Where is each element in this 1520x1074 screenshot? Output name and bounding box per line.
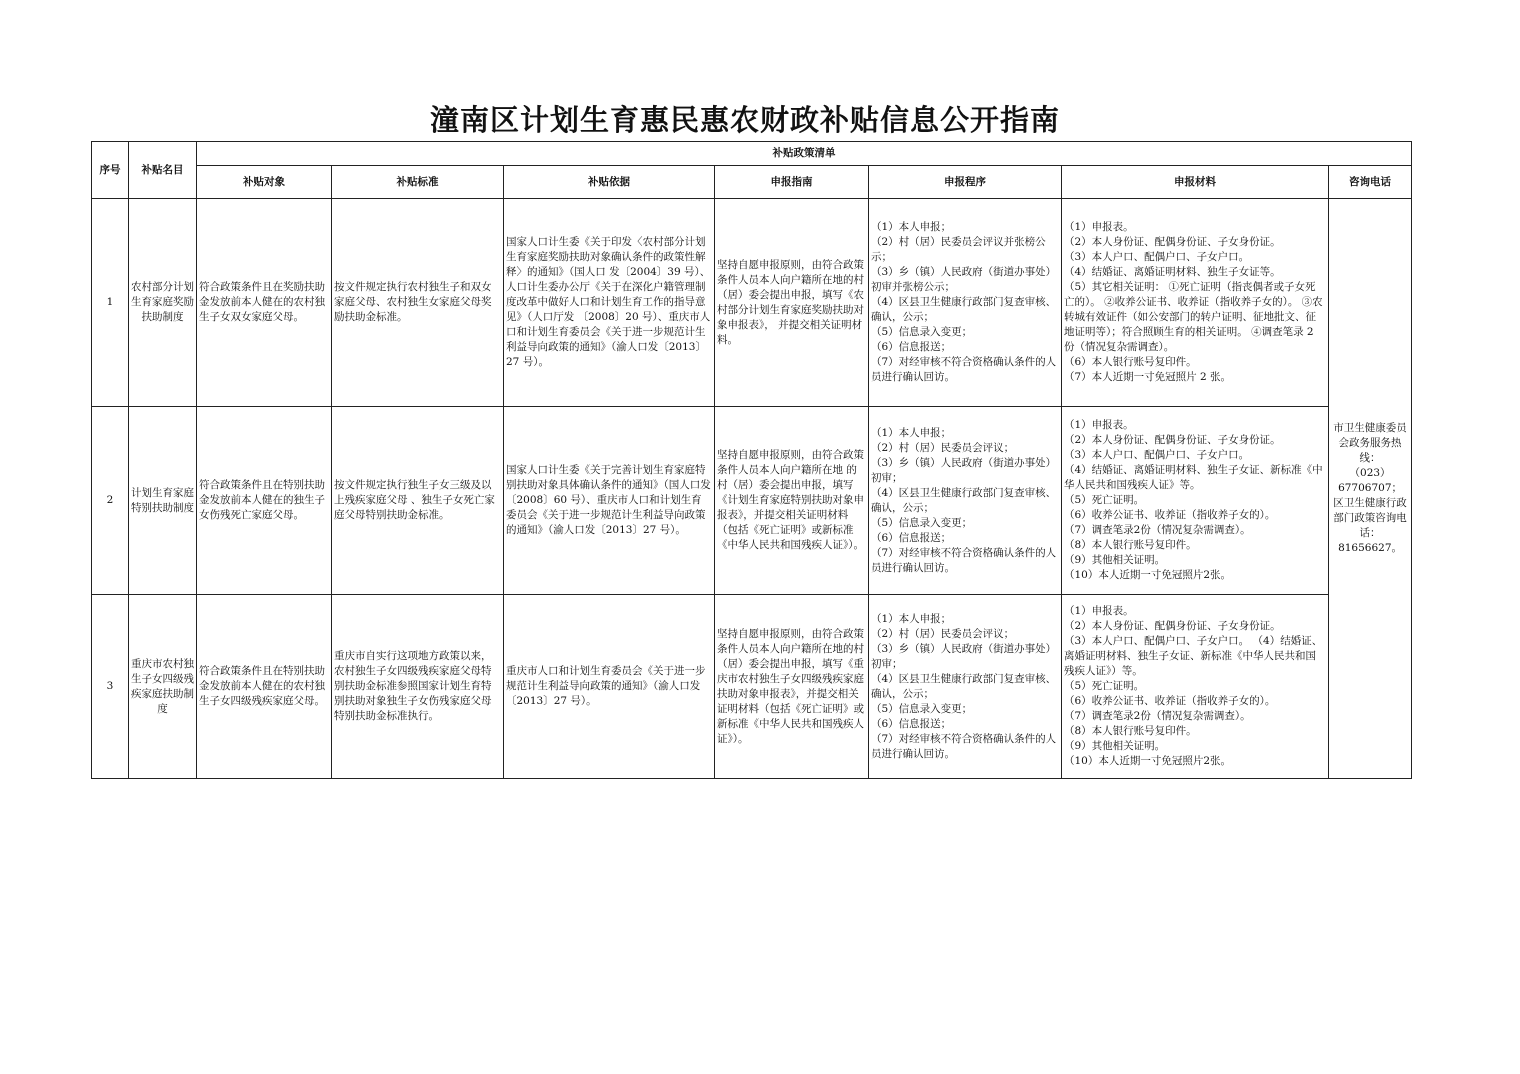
header-materials: 申报材料 xyxy=(1062,166,1329,199)
page-title: 潼南区计划生育惠民惠农财政补贴信息公开指南 xyxy=(429,103,1060,137)
table-row xyxy=(92,199,1412,407)
row-guide: 坚持自愿申报原则，由符合政策条件人员本人向户籍所在地的村（居）委会提出申报，填写《农村部分计划生育家庭奖励扶助对象申报表》， 并提交相关证明材料。 xyxy=(715,199,869,407)
subsidy-table xyxy=(91,141,1412,779)
header-procedure: 申报程序 xyxy=(869,166,1062,199)
row-standard: 重庆市自实行这项地方政策以来，农村独生子女四级残疾家庭父母特别扶助金标准参照国家计划生育特别扶助对象独生子女伤残家庭父母特别扶助金标准执行。 xyxy=(332,595,504,779)
table-row xyxy=(92,595,1412,779)
row-seq: 2 xyxy=(92,407,129,595)
row-procedure: （1）本人申报； （2）村（居）民委员会评议并张榜公示； （3）乡（镇）人民政府（街道办事处）初审并张榜公示； （4）区县卫生健康行政部门复查审核、确认，公示； （5）信息录入变更； （6）信息报送； （7）对经审核不符合资格确认条件的人员进行确认回访。 xyxy=(869,199,1062,407)
header-phone: 咨询电话 xyxy=(1329,166,1412,199)
row-name: 农村部分计划生育家庭奖励扶助制度 xyxy=(129,199,197,407)
header-name: 补贴名目 xyxy=(129,142,197,199)
row-guide: 坚持自愿申报原则，由符合政策条件人员本人向户籍所在地的村（居）委会提出申报，填写《重庆市农村独生子女四级残疾家庭扶助对象申报表》，并提交相关证明材料（包括《死亡证明》或新标准《中华人民共和国残疾人证》）。 xyxy=(715,595,869,779)
header-policy-list: 补贴政策清单 xyxy=(197,142,1412,166)
row-target: 符合政策条件且在特别扶助金发放前本人健在的农村独生子女四级残疾家庭父母。 xyxy=(197,595,332,779)
header-guide: 申报指南 xyxy=(715,166,869,199)
row-materials: （1）申报表。 （2）本人身份证、配偶身份证、子女身份证。 （3）本人户口、配偶户口、子女户口。 （4）结婚证、离婚证明材料、独生子女证、新标准《中华人民共和国残疾人证》）等。 （5）死亡证明。 （6）收养公证书、收养证（指收养子女的）。 （7）调查笔录2份（情况复杂需调查）。 （8）本人银行账号复印件。 （9）其他相关证明。 （10）本人近期一寸免冠照片2张。 xyxy=(1062,595,1329,779)
row-name: 计划生育家庭特别扶助制度 xyxy=(129,407,197,595)
row-target: 符合政策条件且在特别扶助金发放前本人健在的独生子女伤残死亡家庭父母。 xyxy=(197,407,332,595)
table-row xyxy=(92,407,1412,595)
consult-phone: 市卫生健康委员会政务服务热线： （023） 67706707； 区卫生健康行政部门政策咨询电话： 81656627。 xyxy=(1329,199,1412,779)
row-standard: 按文件规定执行农村独生子和双女家庭父母、农村独生女家庭父母奖励扶助金标准。 xyxy=(332,199,504,407)
header-standard: 补贴标准 xyxy=(332,166,504,199)
row-standard: 按文件规定执行独生子女三级及以上残疾家庭父母 、独生子女死亡家庭父母特别扶助金标准。 xyxy=(332,407,504,595)
header-row-1 xyxy=(92,142,1412,166)
header-row-2 xyxy=(92,166,1412,199)
row-target: 符合政策条件且在奖励扶助金发放前本人健在的农村独生子女双女家庭父母。 xyxy=(197,199,332,407)
row-guide: 坚持自愿申报原则，由符合政策条件人员本人向户籍所在地 的村（居）委会提出申报，填写《计划生育家庭特别扶助对象申 报表》，并提交相关证明材料（包括《死亡证明》或新标准《中华人民共和国残疾人证》）。 xyxy=(715,407,869,595)
row-name: 重庆市农村独生子女四级残疾家庭扶助制度 xyxy=(129,595,197,779)
row-materials: （1）申报表。 （2）本人身份证、配偶身份证、子女身份证。 （3）本人户口、配偶户口、子女户口。 （4）结婚证、离婚证明材料、独生子女证、新标准《中华人民共和国残疾人证》等。 （5）死亡证明。 （6）收养公证书、收养证（指收养子女的）。 （7）调查笔录2份（情况复杂需调查）。 （8）本人银行账号复印件。 （9）其他相关证明。 （10）本人近期一寸免冠照片2张。 xyxy=(1062,407,1329,595)
header-target: 补贴对象 xyxy=(197,166,332,199)
header-seq: 序号 xyxy=(92,142,129,199)
row-basis: 国家人口计生委《关于印发〈农村部分计划生育家庭奖励扶助对象确认条件的政策性解释〉的通知》（国人口 发〔2004〕39 号）、人口计生委办公厅《关于在深化户籍管理制度改革中做好人口和计划生育工作的指导意见》（人口厅发 〔2008〕20 号）、重庆市人口和计划生育委员会《关于进一步规范计生利益导向政策的通知》（渝人口发〔2013〕27 号）。 xyxy=(504,199,715,407)
header-basis: 补贴依据 xyxy=(504,166,715,199)
row-procedure: （1）本人申报； （2）村（居）民委员会评议； （3）乡（镇）人民政府（街道办事处）初审； （4）区县卫生健康行政部门复查审核、确认，公示； （5）信息录入变更； （6）信息报送； （7）对经审核不符合资格确认条件的人员进行确认回访。 xyxy=(869,407,1062,595)
row-basis: 国家人口计生委《关于完善计划生育家庭特别扶助对象具体确认条件的通知》（国人口发〔2008〕60 号）、重庆市人口和计划生育委员会《关于进一步规范计生利益导向政策的通知》（渝人口发〔2013〕27 号）。 xyxy=(504,407,715,595)
row-materials: （1）申报表。 （2）本人身份证、配偶身份证、子女身份证。 （3）本人户口、配偶户口、子女户口。 （4）结婚证、离婚证明材料、独生子女证等。 （5）其它相关证明： ①死亡证明（指丧偶者或子女死亡的）。 ②收养公证书、收养证（指收养子女的）。 ③农转城有效证件（如公安部门的转户证明、征地批文、征 地证明等）；符合照顾生育的相关证明。 ④调查笔录 2 份（情况复杂需调查）。 （6）本人银行账号复印件。 （7）本人近期一寸免冠照片 2 张。 xyxy=(1062,199,1329,407)
row-procedure: （1）本人申报； （2）村（居）民委员会评议； （3）乡（镇）人民政府（街道办事处）初审； （4）区县卫生健康行政部门复查审核、确认，公示； （5）信息录入变更； （6）信息报送； （7）对经审核不符合资格确认条件的人员进行确认回访。 xyxy=(869,595,1062,779)
row-seq: 1 xyxy=(92,199,129,407)
row-seq: 3 xyxy=(92,595,129,779)
row-basis: 重庆市人口和计划生育委员会《关于进一步规范计生利益导向政策的通知》（渝人口发〔2013〕27 号）。 xyxy=(504,595,715,779)
